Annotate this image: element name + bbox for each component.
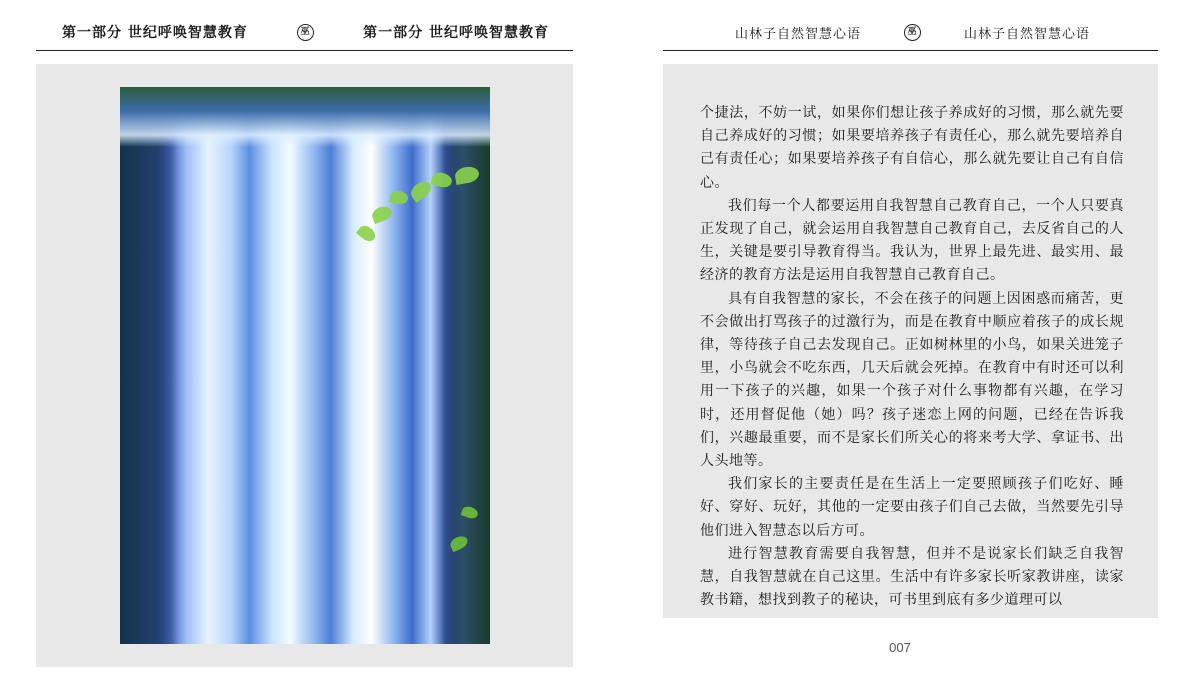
running-header [663,14,1158,51]
waterfall-photo [120,87,490,644]
header-seal-icon: 巫 [904,24,921,41]
header-seal-icon: 巫 [297,24,314,41]
paragraph: 进行智慧教育需要自我智慧，但并不是说家长们缺乏自我智慧，自我智慧就在自己这里。生活中有许多家长听家教讲座，读家教书籍，想找到教子的秘诀，可书里到底有多少道理可以 [700,545,1124,609]
header-right-text: 第一部分 世纪呼唤智慧教育 [363,25,549,41]
header-right-text: 山林子自然智慧心语 [963,26,1090,42]
body-text [700,102,1124,612]
right-page [600,0,1200,689]
running-header [36,14,573,51]
header-left-text: 第一部分 世纪呼唤智慧教育 [62,25,248,41]
image-panel [36,64,573,667]
paragraph: 我们家长的主要责任是在生活上一定要照顾孩子们吃好、睡好、穿好、玩好，其他的一定要由孩子们自己去做，当然要先引导他们进入智慧态以后方可。 [700,476,1124,539]
text-panel [663,64,1158,618]
header-left-text: 山林子自然智慧心语 [735,26,862,42]
paragraph: 个捷法，不妨一试，如果你们想让孩子养成好的习惯，那么就先要自己养成好的习惯；如果要培养孩子有责任心，那么就先要培养自己有责任心；如果要培养孩子有自信心，那么就先要让自己有自信心。 [700,105,1124,191]
page-number: 007 [889,640,911,655]
paragraph: 我们每一个人都要运用自我智慧自己教育自己，一个人只要真正发现了自己，就会运用自我智慧自己教育自己，去反省自己的人生，关键是要引导教育得当。我认为，世界上最先进、最实用、最经济的教育方法是运用自我智慧自己教育自己。 [700,197,1124,284]
paragraph: 具有自我智慧的家长，不会在孩子的问题上因困惑而痛苦，更不会做出打骂孩子的过激行为，而是在教育中顺应着孩子的成长规律，等待孩子自己去发现自己。正如树林里的小鸟，如果关进笼子里，小鸟就会不吃东西，几天后就会死掉。在教育中有时还可以利用一下孩子的兴趣，如果一个孩子对什么事物都有兴趣，在学习时，还用督促他（她）吗？孩子迷恋上网的问题，已经在告诉我们，兴趣最重要，而不是家长们所关心的将来考大学、拿证书、出人头地等。 [700,290,1124,470]
